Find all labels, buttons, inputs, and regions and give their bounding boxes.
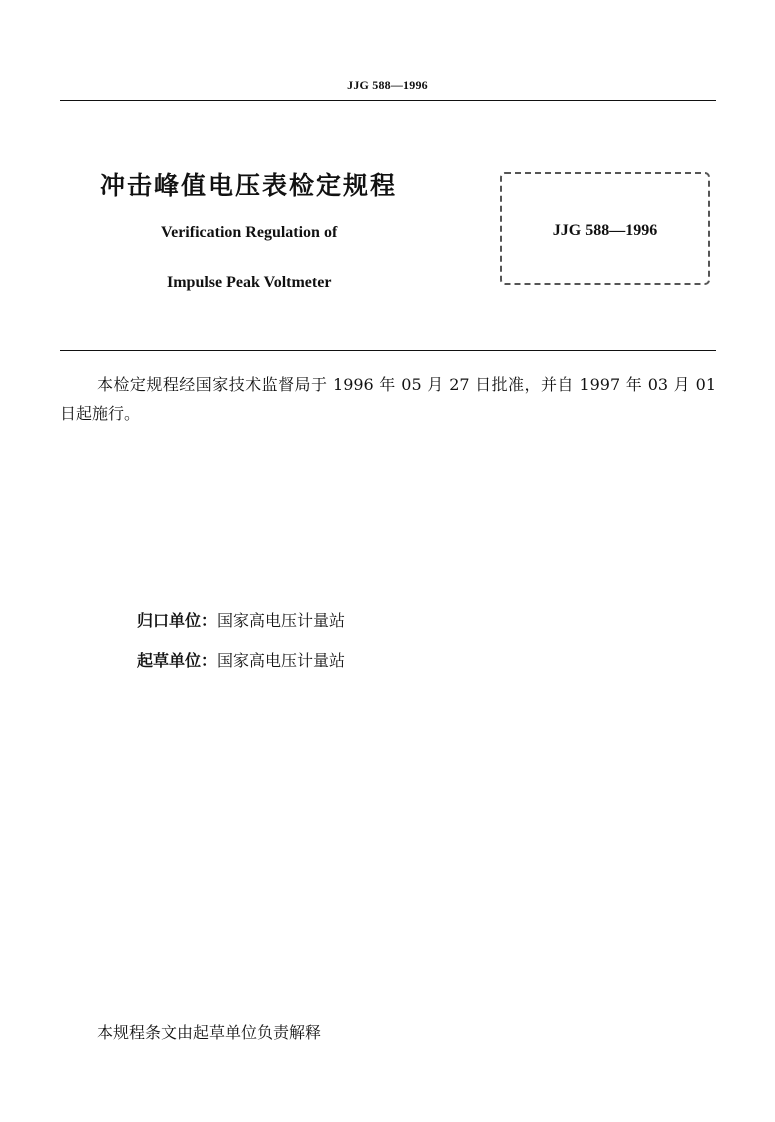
- middle-divider: [60, 350, 716, 351]
- interpretation-note: 本规程条文由起草单位负责解释: [97, 1023, 322, 1042]
- header-standard-code: JJG 588—1996: [347, 78, 428, 92]
- approval-statement: 本检定规程经国家技术监督局于 1996 年 05 月 27 日批准，并自 1997 年 03 月 01 日起施行。: [60, 375, 716, 423]
- responsible-unit-label: 归口单位：: [137, 611, 218, 630]
- drafting-unit-label: 起草单位：: [137, 651, 218, 670]
- document-title-chinese: 冲击峰值电压表检定规程: [100, 171, 398, 200]
- drafting-unit-row: [137, 648, 345, 671]
- drafting-unit-value: 国家高电压计量站: [217, 651, 346, 670]
- responsible-unit-value: 国家高电压计量站: [217, 611, 346, 630]
- document-title-english-line2: Impulse Peak Voltmeter: [167, 274, 332, 291]
- standard-code-box-text: JJG 588—1996: [552, 222, 658, 239]
- document-title-english-line1: Verification Regulation of: [161, 224, 338, 241]
- responsible-unit-row: [137, 608, 345, 631]
- top-divider: [60, 100, 716, 101]
